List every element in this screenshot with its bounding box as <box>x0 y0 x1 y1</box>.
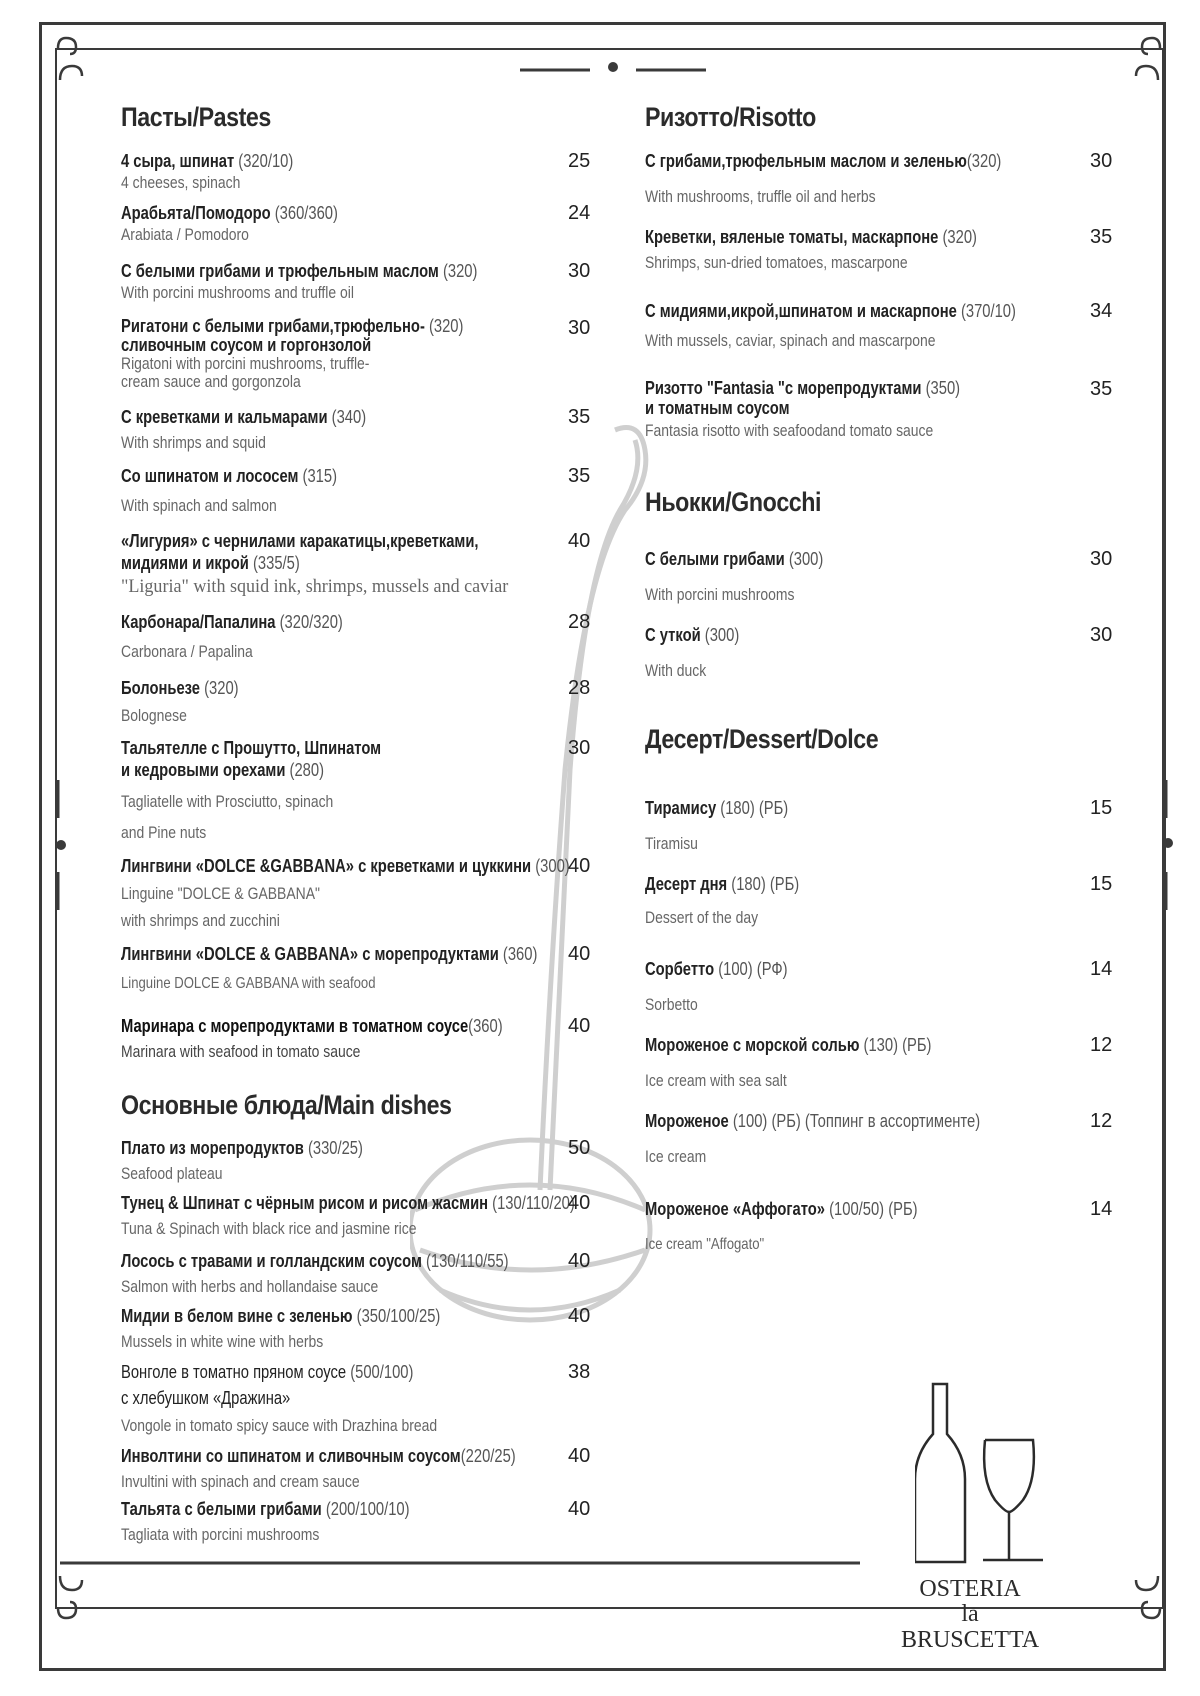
menu-item: С грибами,трюфельным маслом и зеленью(320) With mushrooms, truffle oil and herbs 30 <box>645 150 1113 206</box>
item-price: 30 <box>568 737 591 759</box>
item-price: 34 <box>1090 300 1113 322</box>
item-price: 40 <box>568 1192 591 1214</box>
section-title-risotto: Ризотто/Risotto <box>645 102 816 132</box>
item-price: 40 <box>568 1305 591 1327</box>
item-price: 12 <box>1090 1034 1113 1056</box>
item-price: 30 <box>1090 624 1113 646</box>
item-price: 40 <box>568 1498 591 1520</box>
menu-item: Вонголе в томатно пряном соусе (500/100) с хлебушком «Дражина» Vongole in tomato spicy sauce with Drazhina bread 38 <box>121 1361 591 1435</box>
menu-item: Лосось с травами и голландским соусом (130/110/55) Salmon with herbs and hollandaise sauce 40 <box>121 1250 591 1296</box>
logo-bruscetta: BRUSCETTA <box>900 1627 1040 1653</box>
section-title-dessert: Десерт/Dessert/Dolce <box>645 724 879 754</box>
menu-item: Тирамису (180) (РБ) Tiramisu 15 <box>645 797 1113 853</box>
menu-item: С креветками и кальмарами (340) With shrimps and squid 35 <box>121 406 591 452</box>
wine-bottle-glass-icon <box>915 1380 1045 1565</box>
item-price: 35 <box>568 465 591 487</box>
menu-item: Карбонара/Папалина (320/320) Carbonara / Papalina 28 <box>121 611 591 661</box>
menu-item: Тальятелле с Прошутто, Шпинатом и кедровыми орехами (280) Tagliatelle with Prosciutto, spinach and Pine nuts 30 <box>121 737 591 842</box>
menu-item: С уткой (300) With duck 30 <box>645 624 1113 680</box>
section-title-gnocchi: Ньокки/Gnocchi <box>645 487 822 517</box>
item-price: 30 <box>568 317 591 339</box>
menu-item: С белыми грибами (300) With porcini mushrooms 30 <box>645 548 1113 604</box>
menu-item: Со шпинатом и лососем (315) With spinach and salmon 35 <box>121 465 591 515</box>
item-price: 28 <box>568 611 591 633</box>
menu-item: Мороженое с морской солью (130) (РБ) Ice cream with sea salt 12 <box>645 1034 1113 1090</box>
menu-item: «Лигурия» с чернилами каракатицы,креветками, мидиями и икрой (335/5) "Liguria" with squid ink, shrimps, mussels and caviar 40 <box>121 530 591 597</box>
item-price: 35 <box>1090 378 1113 400</box>
menu-item: Ригатони с белыми грибами,трюфельно- (320) сливочным соусом и горгонзолой Rigatoni with porcini mushrooms, truffle- cream sauce and gorgonzola 30 <box>121 316 591 391</box>
logo-osteria: OSTERIA <box>919 1576 1021 1602</box>
menu-item: Болоньезе (320) Bolognese 28 <box>121 677 591 725</box>
menu-item: Маринара с морепродуктами в томатном соусе(360) Marinara with seafood in tomato sauce 40 <box>121 1015 591 1061</box>
item-price: 30 <box>568 260 591 282</box>
menu-item: С белыми грибами и трюфельным маслом (320) With porcini mushrooms and truffle oil 30 <box>121 260 591 302</box>
item-price: 40 <box>568 1015 591 1037</box>
menu-item: Мороженое «Аффогато» (100/50) (РБ) Ice cream "Affogato" 14 <box>645 1198 1113 1253</box>
item-price: 40 <box>568 1250 591 1272</box>
menu-item: Лингвини «DOLCE & GABBANA» с морепродуктами (360) Linguine DOLCE & GABBANA with seafood 40 <box>121 943 591 992</box>
menu-item: Лингвини «DOLCE &GABBANA» с креветками и цуккини (300) Linguine "DOLCE & GABBANA" with shrimps and zucchini 40 <box>121 855 591 930</box>
section-title-pastes: Пасты/Pastes <box>121 102 271 132</box>
menu-item: С мидиями,икрой,шпинатом и маскарпоне (370/10) With mussels, caviar, spinach and mascarpone 34 <box>645 300 1113 350</box>
item-price: 40 <box>568 943 591 965</box>
menu-item: Сорбетто (100) (РФ) Sorbetto 14 <box>645 958 1113 1014</box>
menu-item: Мидии в белом вине с зеленью (350/100/25) Mussels in white wine with herbs 40 <box>121 1305 591 1351</box>
item-price: 28 <box>568 677 591 699</box>
menu-item: Ризотто "Fantasia "с морепродуктами (350) и томатным соусом Fantasia risotto with seafoodand tomato sauce 35 <box>645 378 1113 440</box>
item-price: 15 <box>1090 873 1113 895</box>
item-price: 30 <box>1090 548 1113 570</box>
item-price: 35 <box>1090 226 1113 248</box>
menu-item: Плато из морепродуктов (330/25) Seafood plateau 50 <box>121 1137 591 1183</box>
item-price: 38 <box>568 1361 591 1383</box>
logo-la: la <box>961 1601 979 1627</box>
menu-item: Десерт дня (180) (РБ) Dessert of the day 15 <box>645 873 1113 927</box>
item-price: 14 <box>1090 1198 1113 1220</box>
menu-item: Арабьята/Помодоро (360/360) Arabiata / Pomodoro 24 <box>121 202 591 244</box>
menu-item: Тунец & Шпинат с чёрным рисом и рисом жасмин (130/110/20) Tuna & Spinach with black rice and jasmine rice 40 <box>121 1192 591 1238</box>
item-price: 25 <box>568 150 591 172</box>
menu-item: Инволтини со шпинатом и сливочным соусом(220/25) Invultini with spinach and cream sauce 40 <box>121 1445 591 1491</box>
menu-item: 4 сыра, шпинат (320/10) 4 cheeses, spinach 25 <box>121 150 591 192</box>
item-price: 14 <box>1090 958 1113 980</box>
item-price: 50 <box>568 1137 591 1159</box>
menu-item: Тальята с белыми грибами (200/100/10) Tagliata with porcini mushrooms 40 <box>121 1498 591 1544</box>
item-price: 35 <box>568 406 591 428</box>
item-price: 24 <box>568 202 591 224</box>
item-price: 40 <box>568 530 591 552</box>
menu-item: Мороженое (100) (РБ) (Топпинг в ассортименте) Ice cream 12 <box>645 1110 1113 1166</box>
item-price: 40 <box>568 1445 591 1467</box>
item-price: 40 <box>568 855 591 877</box>
item-price: 30 <box>1090 150 1113 172</box>
menu-item: Креветки, вяленые томаты, маскарпоне (320) Shrimps, sun-dried tomatoes, mascarpone 35 <box>645 226 1113 272</box>
section-title-main-dishes: Основные блюда/Main dishes <box>121 1090 452 1120</box>
item-price: 15 <box>1090 797 1113 819</box>
item-price: 12 <box>1090 1110 1113 1132</box>
